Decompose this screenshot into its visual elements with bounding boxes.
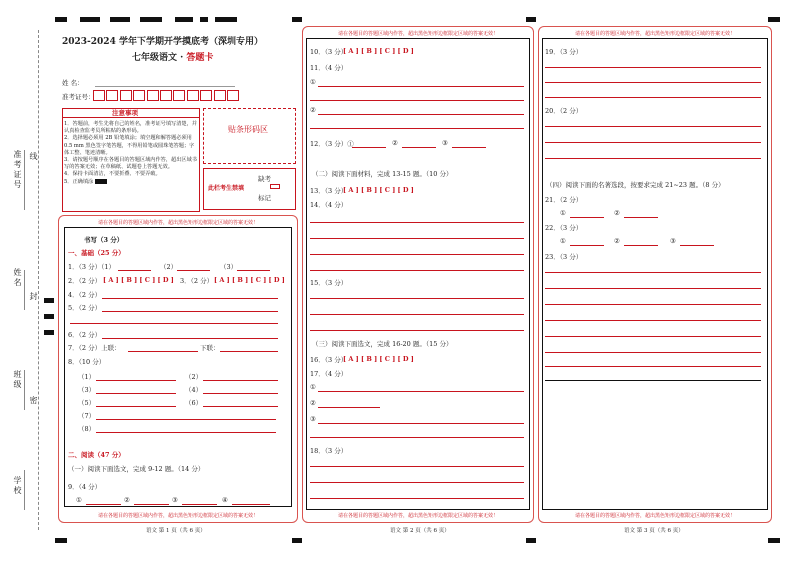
q8-blank[interactable] xyxy=(203,406,278,407)
q9-label: 9．（4 分） xyxy=(68,483,102,491)
q15-blank[interactable] xyxy=(310,314,524,315)
exam-id-grid[interactable] xyxy=(93,90,243,102)
side-blank-line xyxy=(24,270,25,310)
barcode-area xyxy=(203,108,296,164)
q20-label: 20．（2 分） xyxy=(545,107,583,115)
q1-label: 1．（3 分）（1） xyxy=(68,263,115,271)
q7-label: 7．（2 分）上联： xyxy=(68,344,121,352)
sheet-subtitle xyxy=(132,50,213,63)
q19-blank[interactable] xyxy=(545,97,761,98)
q23-label: 23．（3 分） xyxy=(545,253,583,261)
q1-3-blank[interactable] xyxy=(237,270,270,271)
registration-mark xyxy=(44,298,54,303)
q22-blank[interactable] xyxy=(570,245,604,246)
q8-item: （8） xyxy=(78,425,96,433)
q12-blank[interactable] xyxy=(452,147,486,148)
notice-title: 注意事项 xyxy=(112,109,138,117)
q21-blank[interactable] xyxy=(624,217,658,218)
side-blank-line xyxy=(24,150,25,210)
q8-blank[interactable] xyxy=(203,380,278,381)
binding-dashed-line xyxy=(38,30,39,530)
registration-mark xyxy=(55,538,67,543)
writing-score-label: 书写（3 分） xyxy=(84,236,124,244)
q9-item: ① xyxy=(76,496,82,504)
q8-blank[interactable] xyxy=(96,380,176,381)
q12-item-2: ② xyxy=(392,139,398,147)
q7-lower-label: 下联： xyxy=(200,344,220,352)
registration-mark xyxy=(80,17,100,22)
q17-item: ① xyxy=(310,383,316,391)
q8-blank[interactable] xyxy=(203,393,278,394)
q17-blank[interactable] xyxy=(318,407,380,408)
registration-mark xyxy=(768,17,780,22)
region-warning: 请在各题目的答题区域内作答，超出黑色矩形边框限定区域的答案无效！ xyxy=(337,31,498,37)
q23-blank[interactable] xyxy=(545,288,761,289)
exam-id-cell[interactable] xyxy=(147,90,159,101)
absent-flag-label: 标记 xyxy=(258,194,271,202)
q7-upper-blank[interactable] xyxy=(128,351,198,352)
q8-item: （6） xyxy=(185,399,203,407)
side-label-school: 学校 xyxy=(13,476,22,496)
q10-options[interactable]: [ A ] [ B ] [ C ] [ D ] xyxy=(343,47,414,55)
registration-mark xyxy=(110,17,130,22)
registration-mark xyxy=(526,538,536,543)
registration-mark xyxy=(768,538,780,543)
region-warning: 请在各题目的答题区域内作答，超出黑色矩形边框限定区域的答案无效！ xyxy=(574,513,735,519)
q13-options[interactable]: [ A ] [ B ] [ C ] [ D ] xyxy=(343,186,414,194)
absent-mark-label: 缺考 xyxy=(258,175,271,183)
exam-id-label: 准考证号： xyxy=(62,93,95,101)
section-reading: 二、阅读（47 分） xyxy=(68,451,125,459)
subject-label: 七年级语文 · xyxy=(132,53,187,63)
registration-mark xyxy=(175,17,193,22)
answer-sheet-label: 答题卡 xyxy=(186,53,214,63)
absent-restriction-label: 此栏考生禁填 xyxy=(208,185,245,192)
q20-blank[interactable] xyxy=(545,142,761,143)
exam-id-cell[interactable] xyxy=(187,90,199,101)
q2-options[interactable]: [ A ] [ B ] [ C ] [ D ] xyxy=(103,276,174,284)
reading-part-3: （三）阅读下面选文，完成 16-20 题。（15 分） xyxy=(312,340,453,348)
notice-item: 3．请按题号顺序在各题目的答题区域内作答，超出区域书写的答案无效；在草稿纸、试题卷上答题无效。 xyxy=(64,157,197,171)
q12-blank[interactable] xyxy=(402,147,436,148)
q9-blank[interactable] xyxy=(232,504,270,505)
region-warning: 请在各题目的答题区域内作答，超出黑色矩形边框限定区域的答案无效！ xyxy=(97,220,258,226)
registration-mark xyxy=(140,17,162,22)
q2-label: 2．（2 分） xyxy=(68,277,102,285)
q1-2-label: （2） xyxy=(160,263,178,271)
q14-blank[interactable] xyxy=(310,270,524,271)
page-footer-2: 语文 第 2 页（共 6 页） xyxy=(390,528,450,534)
name-label: 姓 名： xyxy=(62,79,84,87)
q10-label: 10．（3 分） xyxy=(310,48,348,56)
region-warning: 请在各题目的答题区域内作答，超出黑色矩形边框限定区域的答案无效！ xyxy=(574,31,735,37)
q17-blank[interactable] xyxy=(318,423,524,424)
q8-label: 8．（10 分） xyxy=(68,358,106,366)
reading-part-4: （四）阅读下面的名著选段，按要求完成 21~23 题。（8 分） xyxy=(546,181,725,189)
q18-blank[interactable] xyxy=(310,498,524,499)
exam-id-cell[interactable] xyxy=(120,90,132,101)
registration-mark xyxy=(292,538,302,543)
q15-blank[interactable] xyxy=(310,298,524,299)
registration-mark xyxy=(526,17,536,22)
q3-options[interactable]: [ A ] [ B ] [ C ] [ D ] xyxy=(214,276,285,284)
q11-label: 11．（4 分） xyxy=(310,64,348,72)
sheet-title: 2023-2024 学年下学期开学摸底考（深圳专用） xyxy=(62,37,263,47)
q1-1-blank[interactable] xyxy=(118,270,151,271)
section-basics: 一、基础（25 分） xyxy=(68,249,125,257)
q11-blank[interactable] xyxy=(310,100,524,101)
q20-blank[interactable] xyxy=(545,158,761,159)
q14-blank[interactable] xyxy=(310,238,524,239)
q14-blank[interactable] xyxy=(310,254,524,255)
seal-label-close: 密 xyxy=(29,396,38,406)
q7-lower-blank[interactable] xyxy=(220,351,278,352)
exam-id-cell[interactable] xyxy=(133,90,145,101)
q18-label: 18．（3 分） xyxy=(310,447,348,455)
exam-id-cell[interactable] xyxy=(93,90,105,101)
notice-item: 1．答题前，考生先将自己的姓名，准考证号填写清楚，并认真检查监考员所粘贴的条形码。 xyxy=(64,121,197,135)
q12-blank[interactable] xyxy=(352,147,386,148)
q16-label: 16．（3 分） xyxy=(310,356,348,364)
q8-blank[interactable] xyxy=(96,432,276,433)
q8-item: （3） xyxy=(78,386,96,394)
q11-item: ② xyxy=(310,106,316,114)
registration-mark xyxy=(215,17,237,22)
exam-id-cell[interactable] xyxy=(227,90,239,101)
q15-label: 15．（3 分） xyxy=(310,279,348,287)
q21-item: ① xyxy=(560,209,566,217)
notice-fill-example: 5．正确填涂 xyxy=(64,179,199,186)
q17-label: 17．（4 分） xyxy=(310,370,348,378)
registration-mark xyxy=(44,314,54,319)
q9-blank[interactable] xyxy=(86,504,121,505)
q5-label: 5．（2 分） xyxy=(68,304,102,312)
q6-blank[interactable] xyxy=(102,338,278,339)
q9-item: ③ xyxy=(172,496,178,504)
registration-mark xyxy=(292,17,302,22)
exam-id-cell[interactable] xyxy=(173,90,185,101)
side-blank-line xyxy=(24,470,25,510)
page-footer-3: 语文 第 3 页（共 6 页） xyxy=(624,528,684,534)
q4-label: 4．（2 分） xyxy=(68,291,102,299)
seal-label-line: 线 xyxy=(29,152,38,162)
q12-label: 12．（3 分）① xyxy=(310,140,354,148)
q3-label: 3．（2 分） xyxy=(180,277,214,285)
q17-blank[interactable] xyxy=(310,437,524,438)
side-blank-line xyxy=(24,370,25,410)
q14-blank[interactable] xyxy=(310,222,524,223)
name-field[interactable] xyxy=(95,86,235,87)
region-warning: 请在各题目的答题区域内作答，超出黑色矩形边框限定区域的答案无效！ xyxy=(337,513,498,519)
q8-item: （7） xyxy=(78,412,96,420)
page-footer-1: 语文 第 1 页（共 6 页） xyxy=(146,528,206,534)
q16-options[interactable]: [ A ] [ B ] [ C ] [ D ] xyxy=(343,355,414,363)
q8-item: （4） xyxy=(185,386,203,394)
registration-mark xyxy=(55,17,67,22)
section-end-rule xyxy=(545,380,761,381)
registration-mark xyxy=(44,330,54,335)
q22-item: ① xyxy=(560,237,566,245)
q22-item: ② xyxy=(614,237,620,245)
q21-item: ② xyxy=(614,209,620,217)
q9-blank[interactable] xyxy=(134,504,169,505)
q20-blank[interactable] xyxy=(545,126,761,127)
q21-label: 21．（2 分） xyxy=(545,196,583,204)
q8-item: （5） xyxy=(78,399,96,407)
q8-item: （2） xyxy=(185,373,203,381)
q11-item: ① xyxy=(310,78,316,86)
registration-mark xyxy=(200,17,208,22)
q13-label: 13．（3 分） xyxy=(310,187,348,195)
q19-label: 19．（3 分） xyxy=(545,48,583,56)
reading-part-2: （二）阅读下面材料，完成 13-15 题。（10 分） xyxy=(312,170,453,178)
q19-blank[interactable] xyxy=(545,67,761,68)
q23-blank[interactable] xyxy=(545,304,761,305)
q17-item: ② xyxy=(310,399,316,407)
region-warning: 请在各题目的答题区域内作答，超出黑色矩形边框限定区域的答案无效！ xyxy=(97,513,258,519)
q23-blank[interactable] xyxy=(545,336,761,337)
q8-blank[interactable] xyxy=(96,419,276,420)
q6-label: 6．（2 分） xyxy=(68,331,102,339)
notice-item: 4．保持卡面清洁，不要折叠、不要弄破。 xyxy=(64,171,161,178)
absent-checkbox[interactable] xyxy=(270,184,280,189)
exam-id-cell[interactable] xyxy=(200,90,212,101)
q17-item: ③ xyxy=(310,415,316,423)
q23-blank[interactable] xyxy=(545,272,761,273)
q19-blank[interactable] xyxy=(545,82,761,83)
q23-blank[interactable] xyxy=(545,320,761,321)
q11-blank[interactable] xyxy=(318,86,524,87)
side-label-exam-id: 准考证号 xyxy=(13,150,22,190)
q22-blank[interactable] xyxy=(680,245,714,246)
exam-id-cell[interactable] xyxy=(160,90,172,101)
q1-2-blank[interactable] xyxy=(177,270,210,271)
q9-blank[interactable] xyxy=(182,504,217,505)
q8-blank[interactable] xyxy=(96,406,176,407)
side-label-name: 姓名 xyxy=(13,268,22,288)
q12-item-3: ③ xyxy=(442,139,448,147)
q9-item: ② xyxy=(124,496,130,504)
notice-item: 2．选择题必须用 2B 铅笔填涂；填空题和解答题必须用 0.5 mm 黑色签字笔答题，不得用铅笔或圆珠笔答题；字体工整、笔迹清晰。 xyxy=(64,135,195,156)
q14-label: 14．（4 分） xyxy=(310,201,348,209)
q11-blank[interactable] xyxy=(318,114,524,115)
q8-item: （1） xyxy=(78,373,96,381)
seal-label-seal: 封 xyxy=(29,292,38,302)
reading-part-1: （一）阅读下面选文，完成 9-12 题。（14 分） xyxy=(68,465,205,473)
q4-blank[interactable] xyxy=(102,298,278,299)
q1-3-label: （3） xyxy=(220,263,238,271)
q9-item: ④ xyxy=(222,496,228,504)
notice-list xyxy=(64,121,199,186)
q5-blank[interactable] xyxy=(70,323,278,324)
q21-blank[interactable] xyxy=(570,217,604,218)
q18-blank[interactable] xyxy=(310,482,524,483)
q22-label: 22．（3 分） xyxy=(545,224,583,232)
q18-blank[interactable] xyxy=(310,466,524,467)
side-label-class: 班级 xyxy=(13,370,22,390)
exam-id-cell[interactable] xyxy=(106,90,118,101)
q22-item: ③ xyxy=(670,237,676,245)
q23-blank[interactable] xyxy=(545,352,761,353)
q17-blank[interactable] xyxy=(318,391,524,392)
q11-blank[interactable] xyxy=(310,128,524,129)
q23-blank[interactable] xyxy=(545,366,761,367)
barcode-area-label: 贴条形码区 xyxy=(228,125,268,134)
q5-blank[interactable] xyxy=(102,311,278,312)
q8-blank[interactable] xyxy=(96,393,176,394)
answer-inner-box xyxy=(306,38,530,510)
q15-blank[interactable] xyxy=(310,330,524,331)
exam-id-cell[interactable] xyxy=(214,90,226,101)
q22-blank[interactable] xyxy=(624,245,658,246)
